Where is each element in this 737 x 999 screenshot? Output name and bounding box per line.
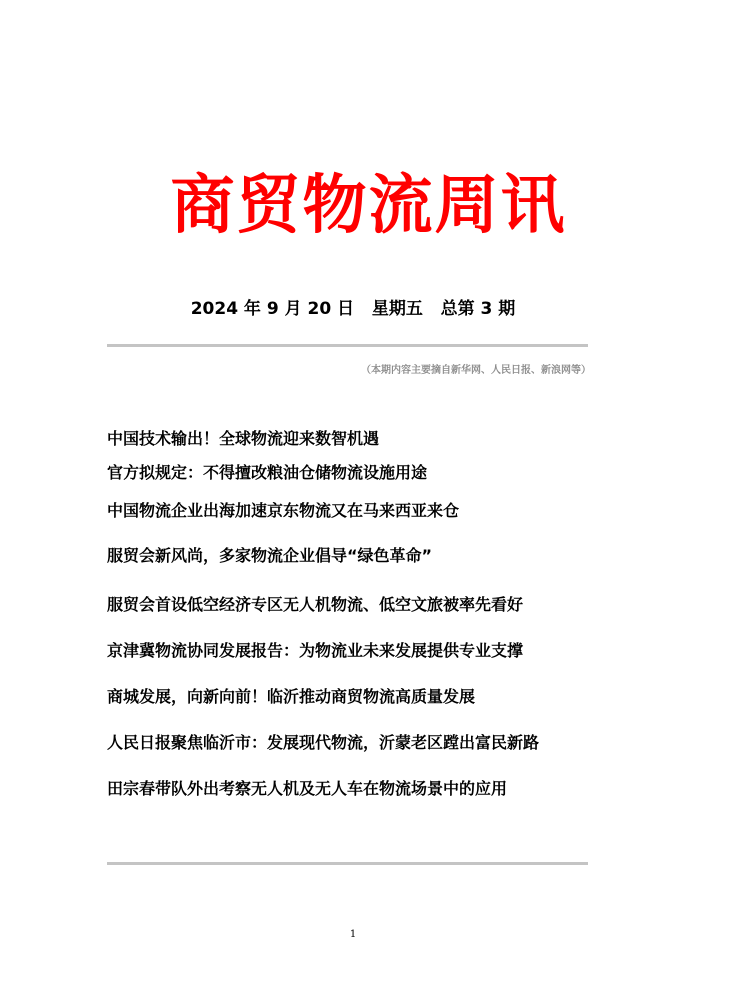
headline-item[interactable]: 商城发展，向新向前！临沂推动商贸物流高质量发展 xyxy=(107,687,476,706)
issue-date-line: 2024 年 9 月 20 日 星期五 总第 3 期 xyxy=(190,299,516,319)
bottom-divider xyxy=(107,862,588,865)
masthead-title: 商贸物流周讯 xyxy=(170,168,567,243)
source-note: （本期内容主要摘自新华网、人民日报、新浪网等） xyxy=(361,365,591,376)
top-divider xyxy=(107,344,588,347)
headline-item[interactable]: 京津冀物流协同发展报告：为物流业未来发展提供专业支撑 xyxy=(107,641,524,660)
headline-item[interactable]: 中国物流企业出海加速京东物流又在马来西亚来仓 xyxy=(107,501,460,520)
headline-item[interactable]: 田宗春带队外出考察无人机及无人车在物流场景中的应用 xyxy=(107,779,508,798)
headline-item[interactable]: 服贸会首设低空经济专区无人机物流、低空文旅被率先看好 xyxy=(107,595,524,614)
headline-item[interactable]: 人民日报聚焦临沂市：发展现代物流，沂蒙老区蹚出富民新路 xyxy=(107,733,540,752)
headline-item[interactable]: 服贸会新风尚，多家物流企业倡导“绿色革命” xyxy=(107,546,433,565)
headline-item[interactable]: 中国技术输出！全球物流迎来数智机遇 xyxy=(107,429,380,448)
page-number: 1 xyxy=(349,929,357,940)
headline-item[interactable]: 官方拟规定：不得擅改粮油仓储物流设施用途 xyxy=(107,463,428,482)
